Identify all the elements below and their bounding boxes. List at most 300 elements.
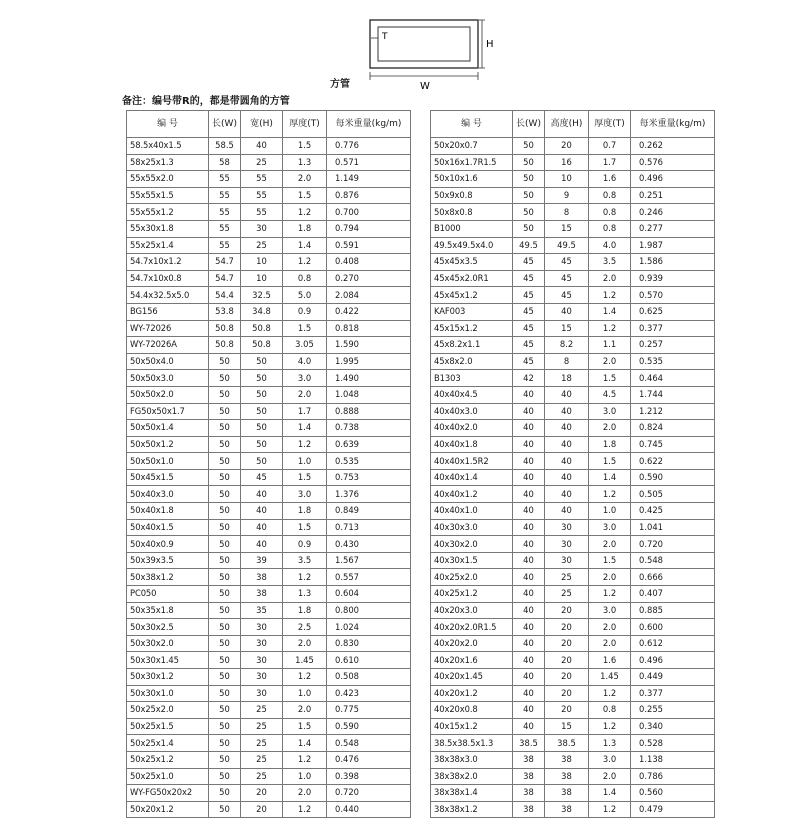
cell-thickness: 3.0 bbox=[283, 486, 327, 503]
cell-weight: 0.257 bbox=[631, 337, 715, 354]
table-row bbox=[431, 486, 715, 503]
cell-length: 50 bbox=[209, 469, 241, 486]
cell-thickness: 1.5 bbox=[283, 469, 327, 486]
cell-height: 50.8 bbox=[241, 337, 283, 354]
cell-length: 40 bbox=[513, 702, 545, 719]
cell-weight: 0.476 bbox=[327, 751, 411, 768]
cell-height: 18 bbox=[545, 370, 589, 387]
cell-weight: 1.744 bbox=[631, 386, 715, 403]
cell-thickness: 3.0 bbox=[589, 519, 631, 536]
cell-thickness: 0.8 bbox=[589, 204, 631, 221]
cell-code: 40x40x4.5 bbox=[431, 386, 513, 403]
cell-code: 50x40x0.9 bbox=[127, 536, 209, 553]
cell-thickness: 2.0 bbox=[283, 171, 327, 188]
cell-thickness: 1.2 bbox=[283, 436, 327, 453]
cell-weight: 0.262 bbox=[631, 138, 715, 155]
cell-code: 45x15x1.2 bbox=[431, 320, 513, 337]
cell-code: 45x45x3.5 bbox=[431, 254, 513, 271]
cell-length: 54.4 bbox=[209, 287, 241, 304]
cell-thickness: 1.5 bbox=[283, 138, 327, 155]
cell-length: 45 bbox=[513, 320, 545, 337]
spec-table-right bbox=[430, 110, 715, 818]
cell-length: 50 bbox=[209, 602, 241, 619]
cell-weight: 0.408 bbox=[327, 254, 411, 271]
cell-code: 58.5x40x1.5 bbox=[127, 138, 209, 155]
cell-length: 40 bbox=[513, 685, 545, 702]
table-row bbox=[431, 718, 715, 735]
cell-thickness: 1.3 bbox=[589, 735, 631, 752]
table-row bbox=[431, 353, 715, 370]
cell-code: BG156 bbox=[127, 303, 209, 320]
cell-code: 50x30x2.5 bbox=[127, 619, 209, 636]
cell-code: 50x25x1.4 bbox=[127, 735, 209, 752]
cell-length: 54.7 bbox=[209, 270, 241, 287]
cell-weight: 0.824 bbox=[631, 420, 715, 437]
cell-code: 50x50x1.4 bbox=[127, 420, 209, 437]
cell-thickness: 2.0 bbox=[589, 635, 631, 652]
cell-length: 50.8 bbox=[209, 320, 241, 337]
cell-length: 50 bbox=[209, 685, 241, 702]
cell-code: 50x30x1.2 bbox=[127, 669, 209, 686]
cell-code: 40x40x1.0 bbox=[431, 503, 513, 520]
cell-weight: 0.818 bbox=[327, 320, 411, 337]
cell-height: 50 bbox=[241, 403, 283, 420]
cell-thickness: 1.5 bbox=[283, 718, 327, 735]
cell-weight: 0.449 bbox=[631, 669, 715, 686]
cell-thickness: 1.8 bbox=[283, 503, 327, 520]
table-row bbox=[431, 768, 715, 785]
cell-thickness: 1.5 bbox=[589, 453, 631, 470]
cell-thickness: 2.0 bbox=[589, 420, 631, 437]
cell-code: 40x25x1.2 bbox=[431, 586, 513, 603]
cell-thickness: 1.45 bbox=[589, 669, 631, 686]
header-weight: 每米重量(kg/m) bbox=[327, 111, 411, 138]
cell-weight: 1.138 bbox=[631, 751, 715, 768]
table-row bbox=[431, 187, 715, 204]
cell-height: 10 bbox=[241, 254, 283, 271]
cell-height: 39 bbox=[241, 552, 283, 569]
cell-thickness: 1.5 bbox=[589, 370, 631, 387]
cell-height: 40 bbox=[545, 503, 589, 520]
cell-thickness: 1.5 bbox=[283, 187, 327, 204]
cell-height: 20 bbox=[545, 652, 589, 669]
cell-thickness: 2.0 bbox=[589, 536, 631, 553]
header-code: 编 号 bbox=[127, 111, 209, 138]
cell-thickness: 1.4 bbox=[589, 303, 631, 320]
cell-code: 45x8x2.0 bbox=[431, 353, 513, 370]
cell-thickness: 3.0 bbox=[589, 602, 631, 619]
tube-inner-outline bbox=[378, 27, 470, 61]
table-row bbox=[127, 420, 411, 437]
cell-weight: 0.713 bbox=[327, 519, 411, 536]
cell-length: 50 bbox=[209, 586, 241, 603]
cell-length: 50 bbox=[209, 635, 241, 652]
header-width: 宽(H) bbox=[241, 111, 283, 138]
cell-code: 40x30x1.5 bbox=[431, 552, 513, 569]
table-row bbox=[127, 138, 411, 155]
cell-weight: 0.277 bbox=[631, 220, 715, 237]
cell-height: 50 bbox=[241, 353, 283, 370]
cell-thickness: 1.0 bbox=[283, 685, 327, 702]
cell-length: 38 bbox=[513, 751, 545, 768]
cell-thickness: 1.2 bbox=[589, 801, 631, 818]
cell-length: 40 bbox=[513, 718, 545, 735]
table-row bbox=[127, 303, 411, 320]
cell-code: 40x30x2.0 bbox=[431, 536, 513, 553]
cell-thickness: 1.5 bbox=[283, 320, 327, 337]
table-row bbox=[431, 519, 715, 536]
cell-height: 49.5 bbox=[545, 237, 589, 254]
table-row bbox=[431, 536, 715, 553]
table-row bbox=[127, 353, 411, 370]
cell-code: 50x50x1.0 bbox=[127, 453, 209, 470]
cell-code: 40x20x1.6 bbox=[431, 652, 513, 669]
cell-code: B1000 bbox=[431, 220, 513, 237]
table-row bbox=[127, 619, 411, 636]
cell-height: 30 bbox=[545, 536, 589, 553]
cell-height: 15 bbox=[545, 220, 589, 237]
cell-weight: 0.604 bbox=[327, 586, 411, 603]
cell-length: 38 bbox=[513, 785, 545, 802]
cell-height: 20 bbox=[545, 669, 589, 686]
cell-height: 8 bbox=[545, 353, 589, 370]
cell-thickness: 1.2 bbox=[283, 801, 327, 818]
cell-weight: 0.590 bbox=[327, 718, 411, 735]
cell-code: 40x30x3.0 bbox=[431, 519, 513, 536]
cell-thickness: 1.8 bbox=[589, 436, 631, 453]
table-row bbox=[127, 287, 411, 304]
cell-weight: 0.535 bbox=[327, 453, 411, 470]
cell-height: 40 bbox=[241, 138, 283, 155]
cell-weight: 0.464 bbox=[631, 370, 715, 387]
cell-thickness: 1.2 bbox=[283, 204, 327, 221]
cell-length: 50 bbox=[209, 669, 241, 686]
cell-length: 58.5 bbox=[209, 138, 241, 155]
cell-thickness: 0.8 bbox=[589, 187, 631, 204]
cell-thickness: 1.6 bbox=[589, 171, 631, 188]
cell-code: 50x30x1.45 bbox=[127, 652, 209, 669]
cell-weight: 0.571 bbox=[327, 154, 411, 171]
table-row bbox=[431, 154, 715, 171]
cell-weight: 0.377 bbox=[631, 320, 715, 337]
table-row bbox=[127, 469, 411, 486]
cell-weight: 1.212 bbox=[631, 403, 715, 420]
table-row bbox=[127, 685, 411, 702]
cell-thickness: 1.0 bbox=[283, 768, 327, 785]
cell-code: FG50x50x1.7 bbox=[127, 403, 209, 420]
cell-height: 25 bbox=[241, 751, 283, 768]
cell-weight: 0.557 bbox=[327, 569, 411, 586]
cell-height: 40 bbox=[545, 303, 589, 320]
cell-weight: 0.496 bbox=[631, 171, 715, 188]
cell-weight: 0.407 bbox=[631, 586, 715, 603]
cell-weight: 0.340 bbox=[631, 718, 715, 735]
cell-length: 50 bbox=[513, 154, 545, 171]
table-row bbox=[431, 685, 715, 702]
table-row bbox=[431, 303, 715, 320]
cell-height: 50 bbox=[241, 436, 283, 453]
cell-thickness: 1.8 bbox=[283, 602, 327, 619]
cell-weight: 0.576 bbox=[631, 154, 715, 171]
header-weight: 每米重量(kg/m) bbox=[631, 111, 715, 138]
cell-height: 30 bbox=[241, 635, 283, 652]
cell-weight: 0.423 bbox=[327, 685, 411, 702]
cell-thickness: 1.1 bbox=[589, 337, 631, 354]
header-length: 长(W) bbox=[513, 111, 545, 138]
cell-height: 25 bbox=[545, 569, 589, 586]
cell-length: 50 bbox=[513, 187, 545, 204]
cell-code: 40x20x1.45 bbox=[431, 669, 513, 686]
cell-height: 38 bbox=[241, 586, 283, 603]
cell-code: 50x38x1.2 bbox=[127, 569, 209, 586]
cell-length: 50 bbox=[209, 718, 241, 735]
table-row bbox=[127, 768, 411, 785]
table-row bbox=[431, 171, 715, 188]
cell-weight: 0.548 bbox=[327, 735, 411, 752]
cell-length: 50 bbox=[209, 801, 241, 818]
cell-height: 30 bbox=[241, 652, 283, 669]
cell-thickness: 1.3 bbox=[283, 154, 327, 171]
cell-code: 49.5x49.5x4.0 bbox=[431, 237, 513, 254]
cell-height: 32.5 bbox=[241, 287, 283, 304]
cell-thickness: 2.0 bbox=[283, 386, 327, 403]
cell-code: 55x25x1.4 bbox=[127, 237, 209, 254]
cell-length: 40 bbox=[513, 536, 545, 553]
cell-length: 40 bbox=[513, 519, 545, 536]
cell-height: 25 bbox=[241, 735, 283, 752]
cell-length: 50 bbox=[513, 138, 545, 155]
table-row bbox=[127, 519, 411, 536]
cell-code: 45x45x1.2 bbox=[431, 287, 513, 304]
cell-thickness: 3.5 bbox=[283, 552, 327, 569]
cell-length: 45 bbox=[513, 353, 545, 370]
cell-thickness: 1.2 bbox=[283, 751, 327, 768]
cell-weight: 0.535 bbox=[631, 353, 715, 370]
cell-thickness: 3.0 bbox=[589, 751, 631, 768]
cell-weight: 0.548 bbox=[631, 552, 715, 569]
cell-height: 25 bbox=[241, 718, 283, 735]
cell-height: 45 bbox=[545, 287, 589, 304]
cell-weight: 1.376 bbox=[327, 486, 411, 503]
cell-length: 50 bbox=[209, 519, 241, 536]
cell-height: 40 bbox=[545, 453, 589, 470]
cell-code: 40x20x3.0 bbox=[431, 602, 513, 619]
cell-length: 38 bbox=[513, 801, 545, 818]
cell-length: 50 bbox=[209, 436, 241, 453]
cell-weight: 0.720 bbox=[327, 785, 411, 802]
cell-height: 15 bbox=[545, 718, 589, 735]
cell-height: 50 bbox=[241, 370, 283, 387]
cell-code: 50x25x1.5 bbox=[127, 718, 209, 735]
spec-table-left bbox=[126, 110, 411, 818]
cell-height: 25 bbox=[241, 768, 283, 785]
cell-height: 20 bbox=[545, 635, 589, 652]
cell-code: KAF003 bbox=[431, 303, 513, 320]
cell-height: 30 bbox=[241, 669, 283, 686]
cell-weight: 0.876 bbox=[327, 187, 411, 204]
cell-weight: 0.610 bbox=[327, 652, 411, 669]
cell-thickness: 1.0 bbox=[589, 503, 631, 520]
cell-thickness: 2.0 bbox=[283, 785, 327, 802]
table-row bbox=[127, 320, 411, 337]
table-row bbox=[127, 718, 411, 735]
cell-length: 50 bbox=[209, 569, 241, 586]
cell-code: 54.7x10x0.8 bbox=[127, 270, 209, 287]
cell-length: 40 bbox=[513, 386, 545, 403]
cell-length: 50 bbox=[513, 204, 545, 221]
table-row bbox=[127, 669, 411, 686]
cell-thickness: 0.9 bbox=[283, 536, 327, 553]
table-row bbox=[127, 652, 411, 669]
table-row bbox=[431, 702, 715, 719]
cell-length: 54.7 bbox=[209, 254, 241, 271]
cell-length: 40 bbox=[513, 436, 545, 453]
cell-weight: 0.775 bbox=[327, 702, 411, 719]
cell-height: 25 bbox=[241, 237, 283, 254]
table-row bbox=[127, 552, 411, 569]
cell-height: 40 bbox=[545, 486, 589, 503]
height-label: H bbox=[486, 39, 494, 50]
cell-weight: 0.753 bbox=[327, 469, 411, 486]
cell-code: 50x35x1.8 bbox=[127, 602, 209, 619]
cell-code: 55x55x1.5 bbox=[127, 187, 209, 204]
cell-weight: 0.528 bbox=[631, 735, 715, 752]
table-row bbox=[127, 569, 411, 586]
cell-code: 40x20x2.0R1.5 bbox=[431, 619, 513, 636]
cell-length: 55 bbox=[209, 237, 241, 254]
cell-weight: 0.560 bbox=[631, 785, 715, 802]
cell-weight: 0.849 bbox=[327, 503, 411, 520]
cell-height: 40 bbox=[545, 386, 589, 403]
table-row bbox=[431, 469, 715, 486]
table-row bbox=[431, 204, 715, 221]
cell-weight: 0.794 bbox=[327, 220, 411, 237]
cell-code: 50x30x1.0 bbox=[127, 685, 209, 702]
cell-weight: 0.939 bbox=[631, 270, 715, 287]
table-row bbox=[127, 171, 411, 188]
cell-weight: 1.048 bbox=[327, 386, 411, 403]
cell-height: 38 bbox=[545, 785, 589, 802]
table-row bbox=[431, 403, 715, 420]
table-header-row bbox=[431, 111, 715, 138]
cell-thickness: 1.0 bbox=[283, 453, 327, 470]
cell-length: 38 bbox=[513, 768, 545, 785]
header-code: 编 号 bbox=[431, 111, 513, 138]
cell-length: 50 bbox=[209, 386, 241, 403]
cell-length: 40 bbox=[513, 669, 545, 686]
cell-thickness: 3.5 bbox=[589, 254, 631, 271]
cell-code: 50x40x1.8 bbox=[127, 503, 209, 520]
table-row bbox=[127, 370, 411, 387]
table-row bbox=[127, 486, 411, 503]
cell-height: 25 bbox=[241, 154, 283, 171]
table-row bbox=[127, 386, 411, 403]
cell-weight: 0.625 bbox=[631, 303, 715, 320]
cell-height: 50.8 bbox=[241, 320, 283, 337]
cell-height: 30 bbox=[545, 519, 589, 536]
table-row bbox=[127, 635, 411, 652]
cell-length: 50 bbox=[209, 420, 241, 437]
cell-height: 40 bbox=[545, 436, 589, 453]
cell-weight: 0.591 bbox=[327, 237, 411, 254]
cell-length: 50 bbox=[209, 652, 241, 669]
cell-weight: 0.639 bbox=[327, 436, 411, 453]
cell-code: 38x38x3.0 bbox=[431, 751, 513, 768]
cell-height: 55 bbox=[241, 171, 283, 188]
cell-length: 50 bbox=[209, 751, 241, 768]
table-row bbox=[431, 652, 715, 669]
table-row bbox=[431, 586, 715, 603]
cell-thickness: 4.0 bbox=[283, 353, 327, 370]
cell-length: 50 bbox=[209, 453, 241, 470]
cell-thickness: 1.2 bbox=[589, 486, 631, 503]
cell-weight: 1.490 bbox=[327, 370, 411, 387]
cell-thickness: 1.2 bbox=[589, 718, 631, 735]
cell-code: 50x40x3.0 bbox=[127, 486, 209, 503]
cell-thickness: 2.0 bbox=[589, 768, 631, 785]
cell-length: 45 bbox=[513, 303, 545, 320]
table-row bbox=[431, 602, 715, 619]
table-row bbox=[127, 735, 411, 752]
cell-thickness: 1.2 bbox=[283, 254, 327, 271]
cell-code: 40x25x2.0 bbox=[431, 569, 513, 586]
header-thickness: 厚度(T) bbox=[283, 111, 327, 138]
cell-length: 40 bbox=[513, 403, 545, 420]
cell-code: 50x16x1.7R1.5 bbox=[431, 154, 513, 171]
cell-length: 40 bbox=[513, 619, 545, 636]
cell-thickness: 0.8 bbox=[589, 702, 631, 719]
cell-height: 38 bbox=[545, 801, 589, 818]
cell-length: 40 bbox=[513, 469, 545, 486]
cell-height: 20 bbox=[545, 702, 589, 719]
cell-height: 38 bbox=[241, 569, 283, 586]
cell-length: 40 bbox=[513, 486, 545, 503]
header-height: 高度(H) bbox=[545, 111, 589, 138]
cell-code: 50x9x0.8 bbox=[431, 187, 513, 204]
cell-height: 8.2 bbox=[545, 337, 589, 354]
table-row bbox=[431, 801, 715, 818]
cell-height: 38 bbox=[545, 768, 589, 785]
table-row bbox=[127, 453, 411, 470]
table-row bbox=[431, 254, 715, 271]
table-row bbox=[127, 586, 411, 603]
table-row bbox=[431, 569, 715, 586]
cell-code: B1303 bbox=[431, 370, 513, 387]
cell-weight: 1.149 bbox=[327, 171, 411, 188]
cell-height: 30 bbox=[241, 619, 283, 636]
cell-weight: 0.570 bbox=[631, 287, 715, 304]
cell-code: 40x15x1.2 bbox=[431, 718, 513, 735]
cell-length: 58 bbox=[209, 154, 241, 171]
cell-length: 50 bbox=[209, 353, 241, 370]
cell-thickness: 1.4 bbox=[283, 735, 327, 752]
cell-length: 40 bbox=[513, 602, 545, 619]
cell-code: 50x25x1.0 bbox=[127, 768, 209, 785]
table-row bbox=[127, 751, 411, 768]
cell-height: 38 bbox=[545, 751, 589, 768]
cell-weight: 0.600 bbox=[631, 619, 715, 636]
cell-thickness: 2.0 bbox=[589, 353, 631, 370]
cell-thickness: 1.45 bbox=[283, 652, 327, 669]
table-row bbox=[431, 287, 715, 304]
cell-length: 40 bbox=[513, 569, 545, 586]
cell-code: 40x40x3.0 bbox=[431, 403, 513, 420]
cell-code: 50x8x0.8 bbox=[431, 204, 513, 221]
cell-height: 55 bbox=[241, 204, 283, 221]
cell-length: 40 bbox=[513, 552, 545, 569]
cell-thickness: 1.5 bbox=[283, 519, 327, 536]
cell-length: 50 bbox=[209, 486, 241, 503]
